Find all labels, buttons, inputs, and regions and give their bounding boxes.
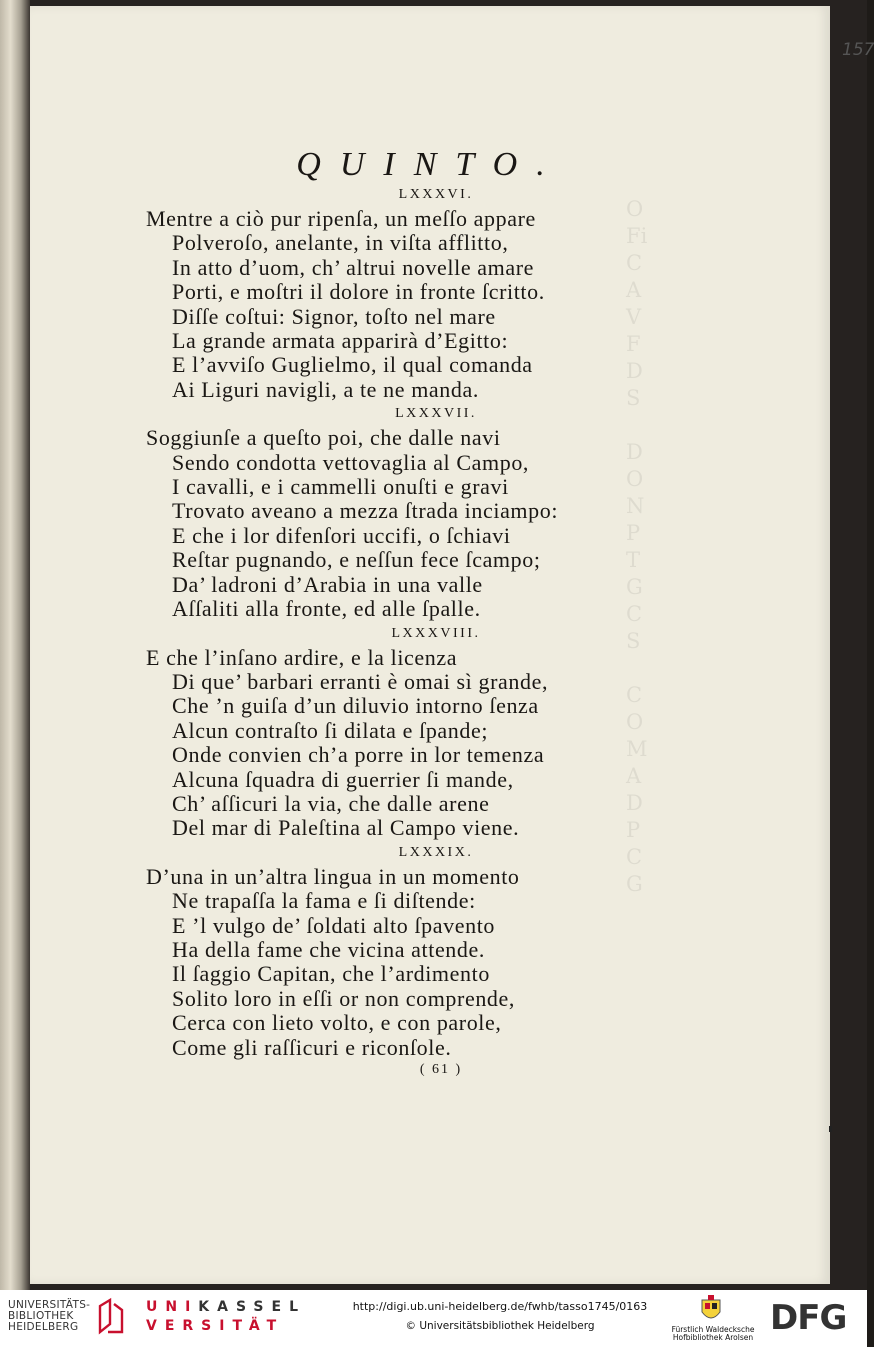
kassel-versitaet: VERSITÄT: [146, 1318, 285, 1334]
verse-line: Onde convien ch’a porre in lor temenza: [172, 742, 545, 768]
fw-line-1: Fürstlich Waldecksche: [671, 1325, 755, 1334]
verse-line: Del mar di Paleſtina al Campo viene.: [172, 815, 520, 841]
verse-line: E che i lor difenſori uccifi, o ſchiavi: [172, 522, 511, 548]
uh-line-2: BIBLIOTHEK: [8, 1310, 74, 1322]
heidelberg-logo-text: [8, 1300, 90, 1333]
folio-number: 157: [842, 40, 874, 60]
fw-line-2: Hofbibliothek Arolsen: [672, 1333, 754, 1342]
page-speck: [829, 1126, 832, 1132]
uh-line-1: UNIVERSITÄTS-: [8, 1299, 91, 1311]
kassel-uni: UNI: [146, 1299, 199, 1315]
stanza-number: LXXXIX.: [398, 844, 474, 860]
verse-line: Come gli raſſicuri e riconſole.: [172, 1034, 452, 1060]
book-page: [30, 6, 874, 1284]
verse-line: Il ſaggio Capitan, che l’ardimento: [172, 961, 490, 987]
dfg-logo: DFG: [770, 1298, 847, 1338]
stanza-number: LXXXVII.: [395, 406, 477, 422]
uh-line-3: HEIDELBERG: [8, 1321, 79, 1333]
verse-line: D’una in un’altra lingua in un momento: [146, 863, 520, 889]
kassel-name: KASSEL: [198, 1299, 307, 1315]
copyright-text: © Universitätsbibliothek Heidelberg: [405, 1320, 595, 1332]
verse-line: Diſſe coſtui: Signor, toſto nel mare: [172, 303, 496, 329]
canto-heading: QUINTO.: [296, 146, 564, 183]
verse-line: Sendo condotta vettovaglia al Campo,: [172, 449, 530, 475]
book-edge: [0, 0, 30, 1290]
page-number: ( 61 ): [419, 1062, 463, 1077]
verse-line: Alcun contraſto ſi dilata e ſpande;: [172, 717, 489, 743]
verse-text: [146, 183, 666, 1080]
verse-line: Cerca con lieto volto, e con parole,: [172, 1010, 502, 1036]
heidelberg-logo-icon: [96, 1298, 126, 1336]
verse-line: Soggiunſe a queſto poi, che dalle navi: [146, 425, 501, 451]
verse-line: Porti, e moſtri il dolore in fronte ſcritto.: [172, 279, 545, 305]
permalink[interactable]: http://digi.ub.uni-heidelberg.de/fwhb/tasso1745/0163: [352, 1300, 648, 1313]
verse-line: Ai Liguri navigli, a te ne manda.: [172, 376, 479, 402]
verse-line: Alcuna ſquadra di guerrier ſi mande,: [172, 766, 514, 792]
verse-line: I cavalli, e i cammelli onuſti e gravi: [172, 474, 509, 500]
footer-bar: [0, 1290, 867, 1347]
stanza-number: LXXXVIII.: [391, 625, 481, 641]
verse-line: E ’l vulgo de’ ſoldati alto ſpavento: [172, 912, 496, 938]
arolsen-text: [668, 1326, 758, 1342]
crest-icon: [700, 1294, 722, 1324]
verse-line: Da’ ladroni d’Arabia in una valle: [172, 571, 483, 597]
show-through-text: O Fi C A V F D S D O N P T G C S C O M A D P C G: [626, 197, 648, 896]
verse-line: Polveroſo, anelante, in viſta afflitto,: [172, 230, 509, 256]
verse-line: Solito loro in eſſi or non comprende,: [172, 985, 515, 1011]
stanza-number: LXXXVI.: [398, 187, 474, 202]
verse-line: Che ’n guiſa d’un diluvio intorno ſenza: [172, 693, 539, 719]
verse-line: La grande armata apparirà d’Egitto:: [172, 328, 509, 354]
verse-line: Mentre a ciò pur ripenſa, un meſſo appare: [146, 206, 536, 231]
verse-line: Di que’ barbari erranti è omai sì grande,: [172, 668, 549, 694]
verse-line: Trovato aveano a mezza ſtrada inciampo:: [172, 498, 559, 524]
verse-line: Ha della fame che vicina attende.: [172, 936, 485, 962]
verse-line: E che l’inſano ardire, e la licenza: [146, 644, 458, 670]
verse-line: Ch’ aſſicuri la via, che dalle arene: [172, 790, 490, 816]
verse-line: Aſſaliti alla fronte, ed alle ſpalle.: [172, 596, 481, 622]
verse-line: E l’avviſo Guglielmo, il qual comanda: [172, 352, 533, 378]
kassel-logo: [146, 1298, 306, 1336]
verse-line: In atto d’uom, ch’ altrui novelle amare: [172, 254, 535, 280]
verse-line: Ne trapaſſa la fama e ſi diſtende:: [172, 888, 476, 914]
verse-line: Reſtar pugnando, e neſſun fece ſcampo;: [172, 547, 541, 573]
